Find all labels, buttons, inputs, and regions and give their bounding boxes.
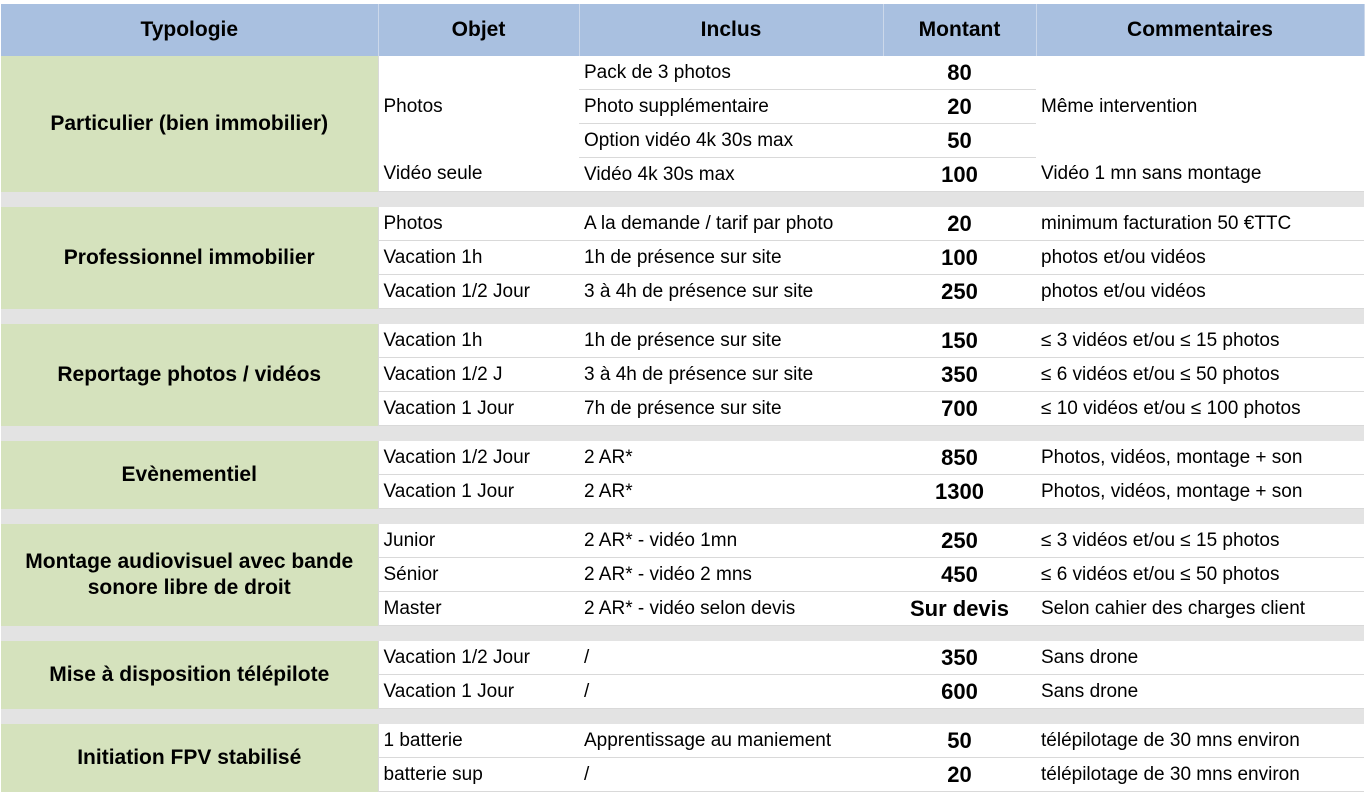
commentaire-cell: ≤ 6 vidéos et/ou ≤ 50 photos — [1036, 558, 1364, 592]
inclus-cell: 1h de présence sur site — [579, 241, 883, 275]
montant-cell: 350 — [883, 641, 1036, 675]
commentaire-cell: Sans drone — [1036, 675, 1364, 709]
commentaire-cell: ≤ 3 vidéos et/ou ≤ 15 photos — [1036, 324, 1364, 358]
montant-cell: 850 — [883, 441, 1036, 475]
objet-cell: Sénior — [378, 558, 579, 592]
montant-cell: 100 — [883, 241, 1036, 275]
inclus-cell: / — [579, 675, 883, 709]
montant-cell: 600 — [883, 675, 1036, 709]
commentaire-cell: photos et/ou vidéos — [1036, 275, 1364, 309]
group-separator — [1, 192, 1364, 208]
inclus-cell: Photo supplémentaire — [579, 90, 883, 124]
objet-cell: Vacation 1/2 Jour — [378, 641, 579, 675]
commentaire-cell: Sans drone — [1036, 641, 1364, 675]
montant-cell: 20 — [883, 758, 1036, 792]
header-objet: Objet — [378, 4, 579, 56]
objet-cell: Vacation 1 Jour — [378, 475, 579, 509]
group-separator — [1, 309, 1364, 325]
typologie-cell: Reportage photos / vidéos — [1, 324, 378, 426]
typologie-cell: Initiation FPV stabilisé — [1, 724, 378, 792]
commentaire-cell: ≤ 3 vidéos et/ou ≤ 15 photos — [1036, 524, 1364, 558]
objet-cell: Vacation 1 Jour — [378, 675, 579, 709]
montant-cell: 50 — [883, 124, 1036, 158]
commentaire-cell: Même intervention — [1041, 95, 1198, 117]
montant-cell: Sur devis — [883, 592, 1036, 626]
montant-cell: 20 — [883, 90, 1036, 124]
objet-cell: batterie sup — [378, 758, 579, 792]
commentaire-cell: Vidéo 1 mn sans montage — [1036, 158, 1364, 192]
objet-cell: Master — [378, 592, 579, 626]
header-inclus: Inclus — [579, 4, 883, 56]
typologie-cell: Montage audiovisuel avec bande sonore libre de droit — [1, 524, 378, 626]
montant-cell: 350 — [883, 358, 1036, 392]
objet-cell: Junior — [378, 524, 579, 558]
inclus-cell: A la demande / tarif par photo — [579, 207, 883, 241]
inclus-cell: 7h de présence sur site — [579, 392, 883, 426]
objet-cell: Vacation 1h — [378, 241, 579, 275]
pricing-table — [1, 4, 1365, 792]
inclus-cell: 2 AR* — [579, 475, 883, 509]
inclus-cell: 2 AR* - vidéo 2 mns — [579, 558, 883, 592]
montant-cell: 250 — [883, 524, 1036, 558]
montant-cell: 100 — [883, 158, 1036, 192]
typologie-cell: Mise à disposition télépilote — [1, 641, 378, 709]
commentaire-cell: Photos, vidéos, montage + son — [1036, 475, 1364, 509]
montant-cell: 150 — [883, 324, 1036, 358]
commentaire-cell: ≤ 10 vidéos et/ou ≤ 100 photos — [1036, 392, 1364, 426]
inclus-cell: 2 AR* - vidéo selon devis — [579, 592, 883, 626]
group-separator — [1, 709, 1364, 725]
objet-cell: Vacation 1/2 J — [378, 358, 579, 392]
typologie-cell: Particulier (bien immobilier) — [1, 56, 378, 192]
commentaire-cell: minimum facturation 50 €TTC — [1036, 207, 1364, 241]
inclus-cell: Apprentissage au maniement — [579, 724, 883, 758]
table-row — [1, 724, 1364, 758]
objet-cell: Photos — [378, 207, 579, 241]
objet-cell: Vacation 1/2 Jour — [378, 275, 579, 309]
objet-cell: 1 batterie — [378, 724, 579, 758]
commentaire-cell: télépilotage de 30 mns environ — [1036, 758, 1364, 792]
inclus-cell: 2 AR* — [579, 441, 883, 475]
commentaire-cell: ≤ 6 vidéos et/ou ≤ 50 photos — [1036, 358, 1364, 392]
inclus-cell: Option vidéo 4k 30s max — [579, 124, 883, 158]
header-montant: Montant — [883, 4, 1036, 56]
inclus-cell: 3 à 4h de présence sur site — [579, 275, 883, 309]
commentaire-cell: photos et/ou vidéos — [1036, 241, 1364, 275]
header-commentaires: Commentaires — [1036, 4, 1364, 56]
inclus-cell: / — [579, 641, 883, 675]
commentaire-cell: télépilotage de 30 mns environ — [1036, 724, 1364, 758]
objet-cell: Vacation 1h — [378, 324, 579, 358]
table-row — [1, 56, 1364, 90]
inclus-cell: 2 AR* - vidéo 1mn — [579, 524, 883, 558]
objet-cell: Photos — [378, 56, 579, 158]
typologie-cell: Evènementiel — [1, 441, 378, 509]
montant-cell: 20 — [883, 207, 1036, 241]
inclus-cell: 3 à 4h de présence sur site — [579, 358, 883, 392]
table-row — [1, 324, 1364, 358]
inclus-cell: / — [579, 758, 883, 792]
objet-cell: Vacation 1 Jour — [378, 392, 579, 426]
inclus-cell: 1h de présence sur site — [579, 324, 883, 358]
montant-cell: 450 — [883, 558, 1036, 592]
header-typologie: Typologie — [1, 4, 378, 56]
inclus-cell: Pack de 3 photos — [579, 56, 883, 90]
table-row — [1, 207, 1364, 241]
montant-cell: 250 — [883, 275, 1036, 309]
table-row — [1, 524, 1364, 558]
table-body — [1, 56, 1364, 792]
montant-cell: 1300 — [883, 475, 1036, 509]
commentaire-cell: Selon cahier des charges client — [1036, 592, 1364, 626]
objet-cell: Vacation 1/2 Jour — [378, 441, 579, 475]
typologie-cell: Professionnel immobilier — [1, 207, 378, 309]
table-row — [1, 441, 1364, 475]
montant-cell: 700 — [883, 392, 1036, 426]
inclus-cell: Vidéo 4k 30s max — [579, 158, 883, 192]
group-separator — [1, 426, 1364, 442]
commentaire-cell: Photos, vidéos, montage + son — [1036, 441, 1364, 475]
group-separator — [1, 509, 1364, 525]
header-row — [1, 4, 1364, 56]
group-separator — [1, 626, 1364, 642]
table-row — [1, 641, 1364, 675]
montant-cell: 50 — [883, 724, 1036, 758]
montant-cell: 80 — [883, 56, 1036, 90]
objet-cell: Vidéo seule — [378, 158, 579, 192]
